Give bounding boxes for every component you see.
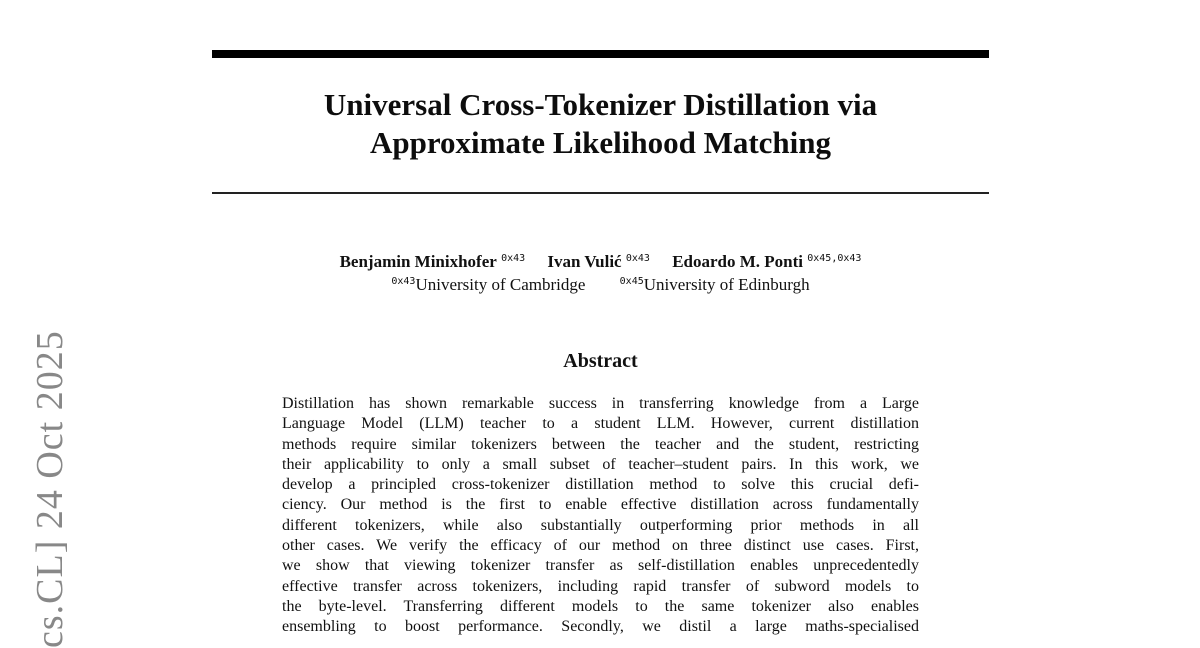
abstract-line: we show that viewing tokenizer transfer as self-distillation enables unprecedentedly (282, 557, 919, 575)
abstract-heading: Abstract (563, 350, 638, 372)
abstract-line: methods require similar tokenizers between the teacher and the student, restricting (282, 435, 919, 453)
abstract-line: other cases. We verify the efficacy of our method on three distinct use cases. First, (282, 537, 919, 555)
author (672, 252, 861, 271)
abstract-line: different tokenizers, while also substantially outperforming prior methods in all (282, 516, 919, 534)
affiliation-mark: 0x43 (391, 276, 416, 287)
author-affiliation-mark: 0x43 (501, 253, 526, 264)
abstract-line: develop a principled cross-tokenizer distillation method to solve this crucial defi- (282, 476, 919, 494)
affiliation-mark: 0x45 (619, 276, 644, 287)
author-affiliation-mark: 0x43 (625, 253, 650, 264)
paper-title (212, 86, 989, 162)
abstract-line: ensembling to boost performance. Secondly, we distil a large maths-specialised (282, 618, 919, 636)
title-bottom-rule (212, 192, 989, 194)
abstract-line: Language Model (LLM) teacher to a student LLM. However, current distillation (282, 415, 919, 433)
author-name: Edoardo M. Ponti (672, 252, 803, 271)
author-affiliation-mark: 0x45,0x43 (807, 253, 862, 264)
paper-title-line-2: Approximate Likelihood Matching (369, 125, 832, 160)
author-name: Benjamin Minixhofer (339, 252, 497, 271)
abstract-line: effective transfer across tokenizers, including rapid transfer of subword models to (282, 577, 919, 595)
abstract-line: the byte-level. Transferring different models to the same tokenizer also enables (282, 597, 919, 615)
paper-title-line-1: Universal Cross-Tokenizer Distillation via (323, 87, 878, 122)
author (340, 252, 526, 271)
affiliation (620, 275, 810, 294)
arxiv-identifier: cs.CL] 24 Oct 2025 (29, 330, 71, 648)
abstract-line: ciency. Our method is the first to enable effective distillation across fundamentally (282, 496, 919, 514)
abstract-body (282, 394, 919, 638)
title-top-rule (212, 50, 989, 58)
abstract-line: Distillation has shown remarkable success in transferring knowledge from a Large (282, 395, 919, 412)
affiliation-name: University of Cambridge (415, 275, 586, 294)
abstract-line: their applicability to only a small subset of teacher–student pairs. In this work, we (282, 455, 919, 473)
affiliation (391, 275, 585, 294)
author-list (212, 248, 989, 273)
affiliation-list (212, 271, 989, 296)
affiliation-name: University of Edinburgh (643, 275, 810, 294)
author (547, 252, 650, 271)
author-name: Ivan Vulić (547, 252, 622, 271)
